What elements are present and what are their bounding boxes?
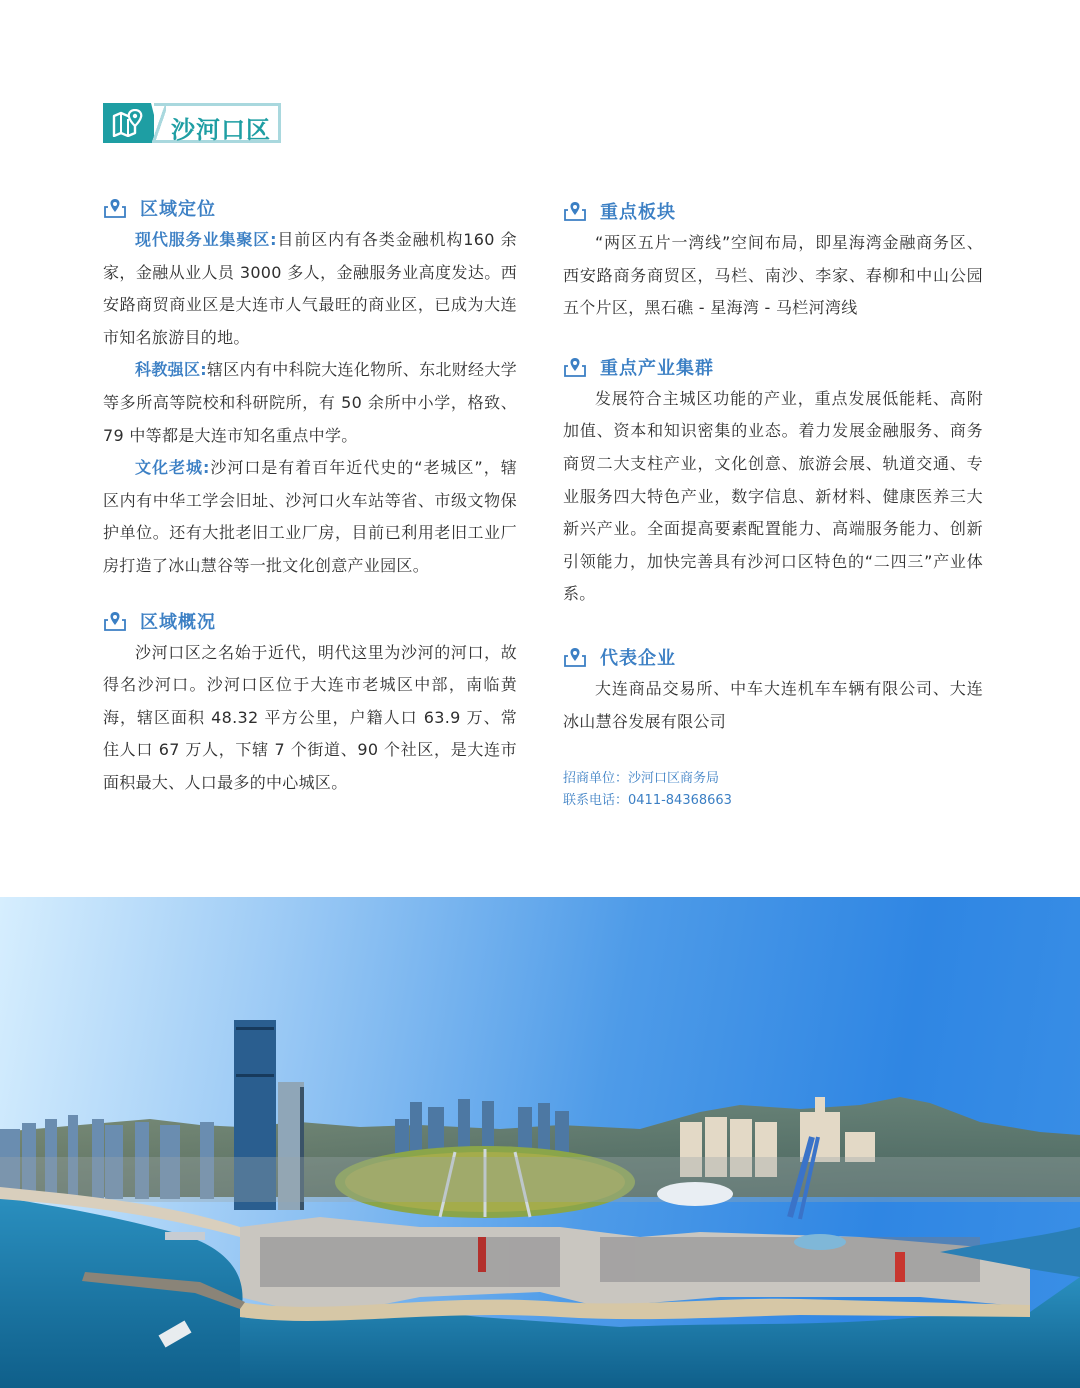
section-header: [103, 605, 517, 637]
section-header: [563, 351, 983, 383]
section-header: [563, 641, 983, 673]
paragraph-text: 大连商品交易所、中车大连机车车辆有限公司、大连冰山慧谷发展有限公司: [563, 678, 983, 731]
paragraph-text: 发展符合主城区功能的产业，重点发展低能耗、高附加值、资本和知识密集的业态。着力发展金融服务、商务商贸二大支柱产业，文化创意、旅游会展、轨道交通、专业服务四大特色产业，数字信息、新材料、健康医养三大新兴产业。全面提高要素配置能力、高端服务能力、创新引领能力，加快完善具有沙河口区特色的“二四三”产业体系。: [563, 388, 983, 604]
map-pin-icon: [111, 109, 147, 137]
section-region-positioning: [103, 192, 517, 583]
location-pin-icon: [563, 646, 587, 668]
district-title-badge: [103, 103, 281, 143]
section-key-industry-clusters: [563, 351, 983, 611]
section-key-blocks: [563, 195, 983, 325]
paragraph-lead: 科教强区:: [135, 360, 207, 380]
section-representative-companies: [563, 641, 983, 738]
section-title: 代表企业: [600, 647, 676, 669]
section-header: [563, 195, 983, 227]
paragraph-text: 辖区内有中科院大连化物所、东北财经大学等多所高等院校和科研院所，有 50 余所中小学，格致、79 中等都是大连市知名重点中学。: [103, 360, 517, 445]
paragraph-lead: 文化老城:: [135, 458, 210, 478]
contact-phone: 联系电话：0411-84368663: [563, 793, 732, 809]
location-pin-icon: [563, 200, 587, 222]
paragraph-text: “两区五片一湾线”空间布局，即星海湾金融商务区、西安路商务商贸区，马栏、南沙、李家、春柳和中山公园五个片区，黑石礁 - 星海湾 - 马栏河湾线: [563, 233, 983, 318]
section-title: 区域定位: [140, 199, 216, 220]
paragraph: [103, 452, 517, 582]
paragraph-text: 沙河口是有着百年近代史的“老城区”，辖区内有中华工学会旧址、沙河口火车站等省、市级文物保护单位。还有大批老旧工业厂房，目前已利用老旧工业厂房打造了冰山慧谷等一批文化创意产业园区。: [103, 458, 517, 575]
section-title: 重点产业集群: [600, 357, 714, 379]
section-header: [103, 192, 517, 224]
section-region-overview: [103, 605, 517, 800]
section-title: 重点板块: [600, 202, 676, 223]
paragraph: [563, 227, 983, 325]
badge-label-block: [154, 103, 281, 143]
paragraph: [103, 224, 517, 354]
paragraph-lead: 现代服务业集聚区:: [135, 230, 277, 249]
page-title: 沙河口区: [171, 116, 271, 144]
paragraph: [103, 637, 517, 800]
location-pin-icon: [103, 197, 127, 219]
paragraph-text: 目前区内有各类金融机构160 余家，金融从业人员 3000 多人，金融服务业高度发达。西安路商贸商业区是大连市人气最旺的商业区，已成为大连市知名旅游目的地。: [103, 230, 517, 347]
location-pin-icon: [563, 356, 587, 378]
aerial-panorama-illustration: [0, 897, 1080, 1388]
paragraph-text: 沙河口区之名始于近代，明代这里为沙河的河口，故得名沙河口。沙河口区位于大连市老城区中部，南临黄海，辖区面积 48.32 平方公里，户籍人口 63.9 万、常住人口 67 万人，下辖 7 个街道、90 个社区，是大连市面积最大、人口最多的中心城区。: [103, 642, 517, 792]
location-pin-icon: [103, 610, 127, 632]
aerial-city-photo: [0, 897, 1080, 1388]
paragraph: [103, 354, 517, 452]
left-column: [103, 192, 517, 822]
contact-info: [563, 768, 983, 812]
investment-unit: 招商单位：沙河口区商务局: [563, 771, 720, 787]
paragraph: [563, 673, 983, 738]
section-title: 区域概况: [140, 611, 216, 633]
right-column: [563, 195, 983, 812]
paragraph: [563, 383, 983, 611]
